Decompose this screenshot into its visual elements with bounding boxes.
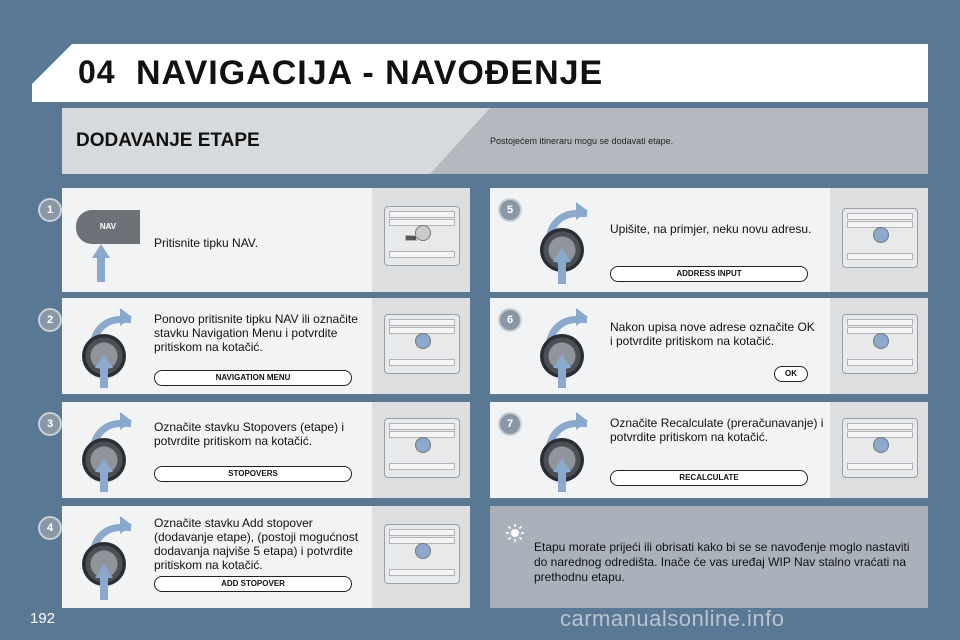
sun-icon <box>506 524 524 542</box>
step-number-6: 6 <box>498 308 522 332</box>
console-image <box>372 298 470 394</box>
console-image <box>372 506 470 608</box>
step-number-1: 1 <box>38 198 62 222</box>
section-title: DODAVANJE ETAPE <box>76 130 260 151</box>
console-icon <box>384 524 460 584</box>
step-number-2: 2 <box>38 308 62 332</box>
menu-button-stopovers[interactable]: STOPOVERS <box>154 466 352 482</box>
step-number-5: 5 <box>498 198 522 222</box>
step-text: Pritisnite tipku NAV. <box>154 236 259 250</box>
step-number-4: 4 <box>38 516 62 540</box>
step-text: Označite stavku Stopovers (etape) i potvrdite pritiskom na kotačić. <box>154 420 345 448</box>
step-text: Ponovo pritisnite tipku NAV ili označite stavku Navigation Menu i potvrdite pritiskom na kotačić. <box>154 312 358 354</box>
console-image <box>830 188 928 292</box>
console-icon <box>842 314 918 374</box>
ok-button[interactable]: OK <box>774 366 808 382</box>
arrow-up-icon <box>95 354 113 368</box>
page-number: 192 <box>30 610 56 627</box>
step-panel-5 <box>490 188 928 292</box>
arrow-up-icon <box>553 354 571 368</box>
tip-text: Etapu morate prijeći ili obrisati kako bi se se navođenje moglo nastaviti do narednog odredišta. Inače će vas uređaj WIP Nav stalno vraćati na prethodnu etapu. <box>534 540 910 584</box>
console-image <box>830 402 928 498</box>
step-panel-2 <box>62 298 470 394</box>
step-panel-4 <box>62 506 470 608</box>
menu-button-add-stopover[interactable]: ADD STOPOVER <box>154 576 352 592</box>
console-icon <box>384 314 460 374</box>
watermark: carmanualsonline.info <box>560 606 785 631</box>
step-panel-6 <box>490 298 928 394</box>
chapter-number: 04 <box>78 54 116 90</box>
section-intro: Postojećem itineraru mogu se dodavati etape. <box>490 136 674 146</box>
arrow-up-icon <box>92 244 110 258</box>
console-icon <box>842 208 918 268</box>
console-image <box>372 188 470 292</box>
step-number-7: 7 <box>498 412 522 436</box>
nav-key-icon: NAV <box>76 210 140 244</box>
arrow-up-icon <box>553 458 571 472</box>
console-icon <box>384 418 460 478</box>
page-title: NAVIGACIJA - NAVOĐENJE <box>136 54 604 92</box>
step-text: Upišite, na primjer, neku novu adresu. <box>610 222 812 236</box>
step-panel-3 <box>62 402 470 498</box>
step-number-3: 3 <box>38 412 62 436</box>
menu-button-address-input[interactable]: ADDRESS INPUT <box>610 266 808 282</box>
console-icon <box>384 206 460 266</box>
step-panel-1 <box>62 188 470 292</box>
arrow-up-icon <box>95 458 113 472</box>
arrow-up-icon <box>95 564 113 578</box>
arrow-up-icon <box>553 248 571 262</box>
step-panel-7 <box>490 402 928 498</box>
menu-button-navigation-menu[interactable]: NAVIGATION MENU <box>154 370 352 386</box>
console-image <box>830 298 928 394</box>
console-icon <box>842 418 918 478</box>
step-text: Označite Recalculate (preračunavanje) i potvrdite pritiskom na kotačić. <box>610 416 824 444</box>
step-text: Nakon upisa nove adrese označite OK i potvrdite pritiskom na kotačić. <box>610 320 815 348</box>
step-text: Označite stavku Add stopover (dodavanje etape), (postoji mogućnost dodavanja najviše 5 etapa) i potvrdite pritiskom na kotačić. <box>154 516 359 572</box>
console-image <box>372 402 470 498</box>
menu-button-recalculate[interactable]: RECALCULATE <box>610 470 808 486</box>
